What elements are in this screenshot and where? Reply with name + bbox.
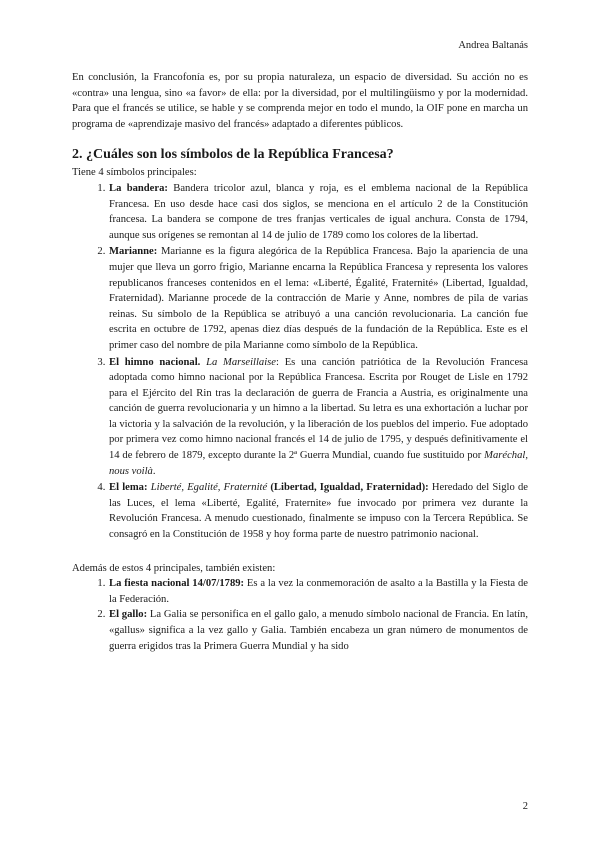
item-text: Bandera tricolor azul, blanca y roja, es el emblema nacional de la República Francesa. En uso desde hace casi dos siglos, se menciona en el artículo 2 de la Constitución francesa. La bandera se compone de tres franjas verticales de igual anchura. Consta de 1794, aunque sus orígenes se remontan al 14 de julio de 1789 como los colores de la libertad. (109, 182, 529, 241)
others-list (72, 576, 528, 654)
item-title: El lema: (109, 482, 148, 494)
list-item-bandera (108, 181, 528, 243)
item-title: Marianne: (109, 246, 158, 258)
intro-paragraph: En conclusión, la Francofonía es, por su propia naturaleza, un espacio de diversidad. Su acción no es «contra» una lengua, sino «a favor» de ella: por la diversidad, por el multilingüismo y por la modernidad. Para que el francés se utilice, se hable y se comprenda mejor en todo el mundo, la OIF pone en marcha un programa de «aprendizaje masivo del francés» adaptado a diferentes públicos. (72, 72, 528, 130)
symbols-intro: Tiene 4 símbolos principales: (72, 167, 197, 179)
item-text: : Es una canción patriótica de la Revolución Francesa adoptada como himno nacional por la República Francesa. Escrita por Rouget de Lisle en 1792 para el Ejército del Rin tras la declaración de guerra de Francia a Austria, es originalmente una canción de guerra revolucionaria y un himno a la libertad. Su letra es una exhortación a luchar por la victoria y la salvación de la revolución, y la liberación de los pueblos del imperio. Fue adoptado por primera vez como himno nacional francés el 14 de julio de 1795, y después definitivamente el 14 de febrero de 1879, excepto durante la 2ª Guerra Mundial, cuando fue sustituido por (109, 356, 528, 462)
item-italic-end: Maréchal, nous voilà (109, 450, 528, 477)
item-title: El himno nacional. (109, 356, 201, 368)
item-bold-suffix: (Libertad, Igualdad, Fraternidad): (270, 482, 429, 494)
list-item-marianne (108, 244, 528, 353)
list-item-himno (108, 355, 528, 480)
item-italic-title: Liberté, Egalité, Fraternité (150, 482, 268, 494)
item-text: Es a la vez la conmemoración de asalto a la Bastilla y la Fiesta de la Federación. (109, 578, 528, 605)
symbols-list (72, 181, 528, 543)
list-item-fiesta (108, 576, 528, 607)
item-text: Heredado del Siglo de las Luces, el lema «Liberté, Egalité, Fraternite» fue invocado por primera vez durante la Revolución Francesa. A menudo cuestionado, finalmente se impuso con la Tercera República. Se consagró en la Constitución de 1958 y hoy forma parte de nuestro patrimonio nacional. (109, 482, 528, 541)
item-title: La fiesta nacional 14/07/1789: (109, 578, 245, 590)
item-end: . (152, 465, 156, 477)
item-italic-title: La Marseillaise (206, 356, 276, 368)
page-header-author: Andrea Baltanás (458, 40, 528, 51)
item-text: Marianne es la figura alegórica de la República Francesa. Bajo la apariencia de una mujer que lleva un gorro frigio, Marianne encarna la República Francesa y representa los valores republicanos franceses contenidos en el lema: «Liberté, Égalité, Fraternité» (Libertad, Igualdad, Fraternidad). Marianne procede de la contracción de Marie y Anne, nombres de pila de varias reinas. Su símbolo de la República se atribuyó a una canción revolucionaria. La canción fue escrita en octubre de 1792, apenas diez días después de la fundación de la República. Este es el primer caso del nombre de pila Marianne como símbolo de la República. (109, 246, 528, 351)
list-item-lema (108, 480, 528, 542)
item-title: La bandera: (109, 182, 168, 194)
others-intro: Además de estos 4 principales, también existen: (72, 562, 276, 574)
document-body (72, 70, 528, 654)
item-text: La Galia se personifica en el gallo galo, a menudo símbolo nacional de Francia. En latín, «gallus» significa a la vez gallo y Galia. También encabeza un gran número de monumentos de guerra erigidos tras la Primera Guerra Mundial y ha sido (109, 609, 528, 652)
item-title: El gallo: (109, 609, 148, 621)
page-number: 2 (522, 801, 528, 812)
list-item-gallo (108, 607, 528, 654)
section-heading: 2. ¿Cuáles son los símbolos de la República Francesa? (72, 147, 394, 163)
